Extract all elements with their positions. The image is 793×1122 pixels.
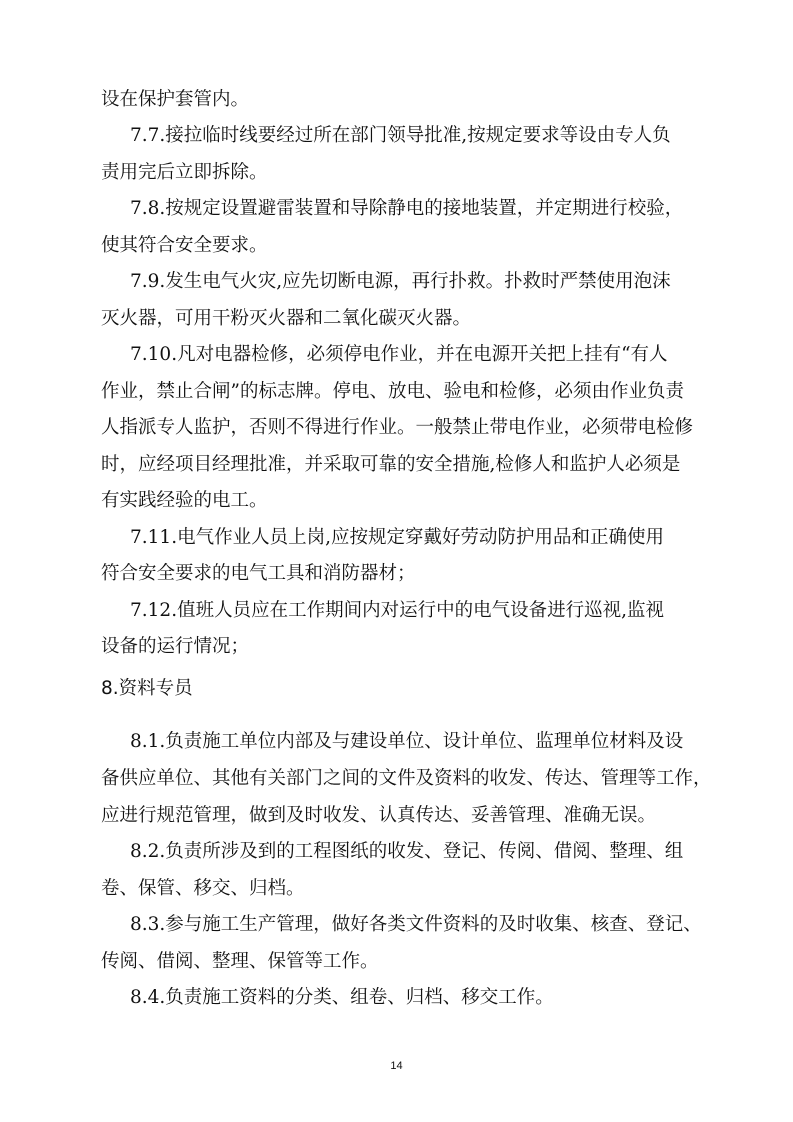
page-number: 14 xyxy=(390,1060,403,1072)
paragraph-line: 时，应经项目经理批准，并采取可靠的安全措施,检修人和监护人必须是 xyxy=(101,454,681,475)
paragraph-line: 有实践经验的电工。 xyxy=(101,490,268,511)
paragraph-line: 8.3.参与施工生产管理，做好各类文件资料的及时收集、核查、登记、 xyxy=(130,914,702,935)
paragraph-line: 8.4.负责施工资料的分类、组卷、归档、移交工作。 xyxy=(130,987,554,1008)
paragraph-line: 8.1.负责施工单位内部及与建设单位、设计单位、监理单位材料及设 xyxy=(130,731,684,752)
paragraph-line: 7.7.接拉临时线要经过所在部门领导批准,按规定要求等设由专人负 xyxy=(130,125,671,146)
paragraph-line: 传阅、借阅、整理、保管等工作。 xyxy=(101,951,379,972)
paragraph-line: 8.2.负责所涉及到的工程图纸的收发、登记、传阅、借阅、整理、组 xyxy=(130,841,684,862)
paragraph-line: 人指派专人监护，否则不得进行作业。一般禁止带电作业，必须带电检修 xyxy=(101,417,694,438)
paragraph-line: 7.11.电气作业人员上岗,应按规定穿戴好劳动防护用品和正确使用 xyxy=(130,527,664,548)
paragraph-line: 7.10.凡对电器检修，必须停电作业，并在电源开关把上挂有“有人 xyxy=(130,344,668,365)
paragraph-line: 7.8.按规定设置避雷装置和导除静电的接地装置，并定期进行校验， xyxy=(130,198,684,219)
section-heading: 8.资料专员 xyxy=(101,678,193,699)
paragraph-line: 使其符合安全要求。 xyxy=(101,235,268,256)
paragraph-line: 符合安全要求的电气工具和消防器材； xyxy=(101,563,416,584)
paragraph-line: 灭火器，可用干粉灭火器和二氧化碳灭火器。 xyxy=(101,308,472,329)
paragraph-line: 7.12.值班人员应在工作期间内对运行中的电气设备进行巡视,监视 xyxy=(130,600,664,621)
paragraph-line: 设备的运行情况； xyxy=(101,636,250,657)
paragraph-line: 卷、保管、移交、归档。 xyxy=(101,878,305,899)
paragraph-line: 设在保护套管内。 xyxy=(101,89,250,110)
paragraph-line: 应进行规范管理，做到及时收发、认真传达、妥善管理、准确无误。 xyxy=(101,805,657,826)
paragraph-line: 备供应单位、其他有关部门之间的文件及资料的收发、传达、管理等工作， xyxy=(101,768,712,789)
paragraph-line: 责用完后立即拆除。 xyxy=(101,162,268,183)
paragraph-line: 作业，禁止合闸”的标志牌。停电、放电、验电和检修，必须由作业负责 xyxy=(101,381,684,402)
paragraph-line: 7.9.发生电气火灾,应先切断电源，再行扑救。扑救时严禁使用泡沫 xyxy=(130,271,671,292)
